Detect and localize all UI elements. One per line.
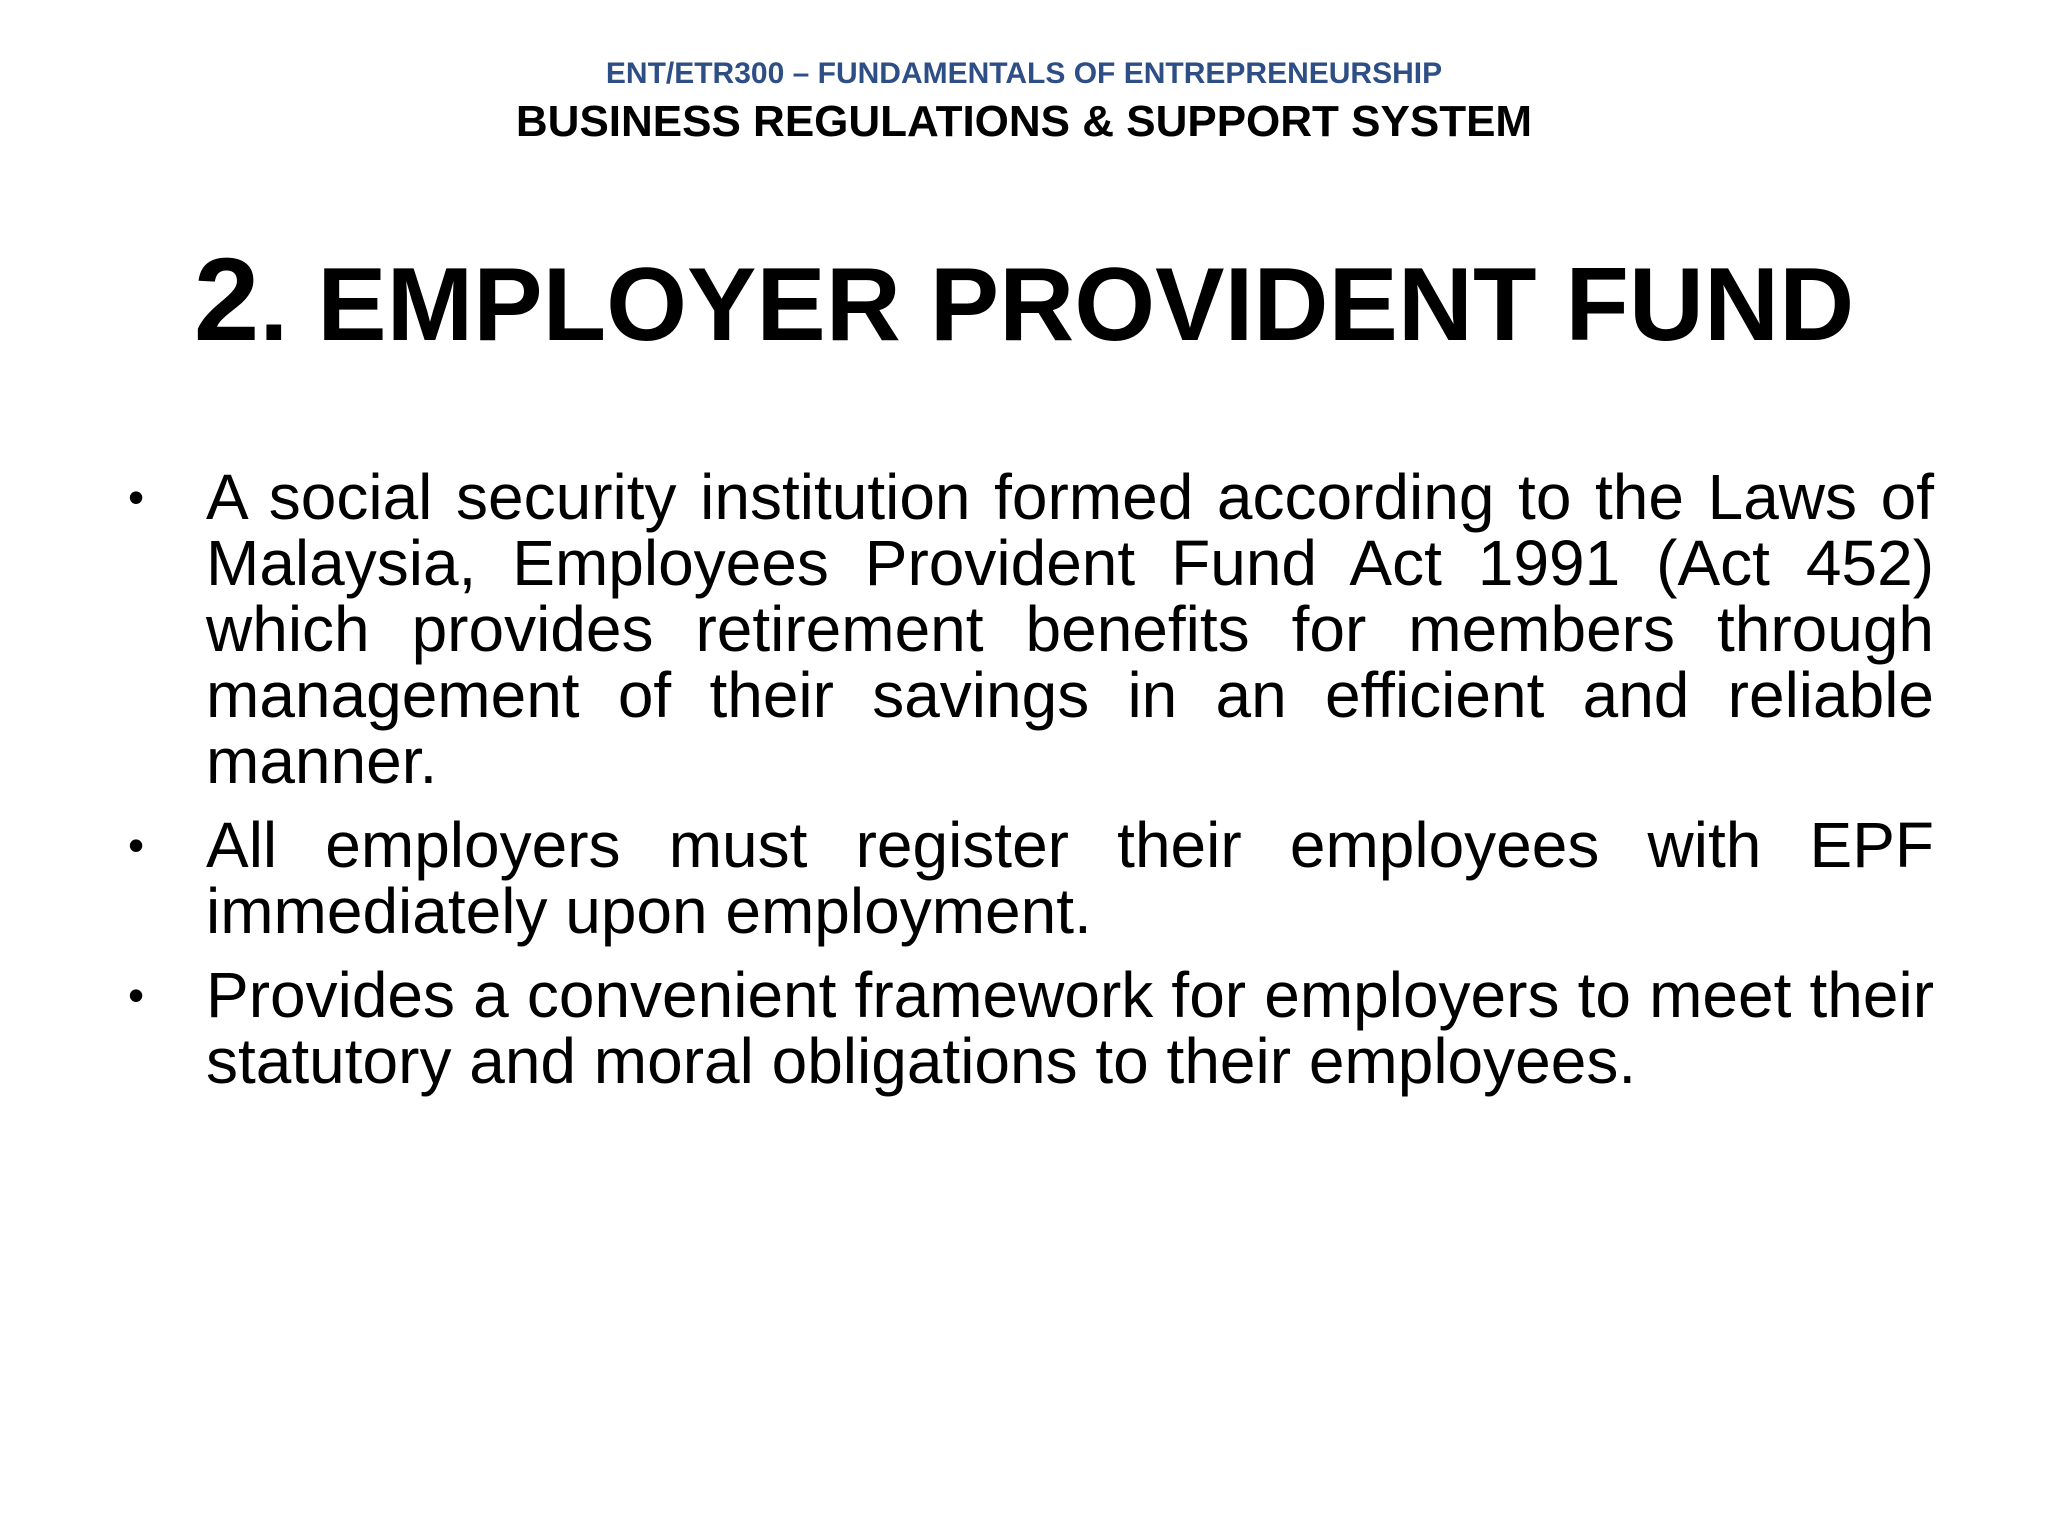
list-item (128, 461, 1934, 797)
list-item (128, 959, 1934, 1097)
bullet-text: Provides a convenient framework for employers to meet their statutory and moral obligations to their employees. (206, 959, 1934, 1097)
course-title: ENT/ETR300 – FUNDAMENTALS OF ENTREPRENEURSHIP (605, 57, 1443, 90)
bullet-text: A social security institution formed according to the Laws of Malaysia, Employees Provident Fund Act 1991 (Act 452) which provides retirement benefits for members through management of their savings in an efficient and reliable manner. (206, 461, 1934, 797)
slide-header (0, 54, 2048, 148)
bullet-list (128, 461, 1934, 1112)
list-item (128, 809, 1934, 947)
subject-title: BUSINESS REGULATIONS & SUPPORT SYSTEM (515, 97, 1533, 146)
bullet-icon: • (128, 819, 145, 871)
title-separator: . (259, 247, 289, 363)
page-title (0, 234, 2048, 366)
bullet-text: All employers must register their employees with EPF immediately upon employment. (206, 809, 1934, 947)
bullet-icon: • (128, 969, 145, 1021)
title-number: 2 (193, 234, 260, 366)
title-text: EMPLOYER PROVIDENT FUND (288, 247, 1855, 363)
bullet-icon: • (128, 471, 145, 523)
